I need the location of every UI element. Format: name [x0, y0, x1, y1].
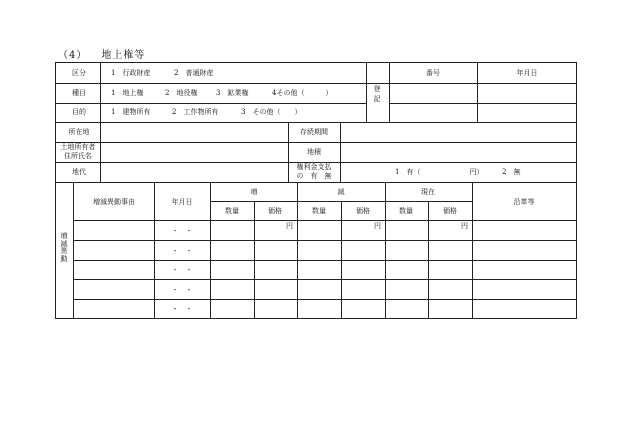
owner-label-line1: 土地所有者: [60, 143, 96, 151]
rent-label: 地代: [72, 168, 86, 176]
registration-date-label: 年月日: [516, 69, 538, 77]
change-row-date: ・ ・: [171, 247, 193, 255]
area-label: 地積: [307, 148, 321, 156]
change-date-header: 年月日: [171, 198, 193, 206]
period-label: 存続期間: [300, 128, 328, 136]
change-side-char: 増: [60, 232, 68, 240]
change-row-date: ・ ・: [171, 227, 193, 235]
rule-row6: [55, 182, 577, 183]
current-yen-unit: 円: [461, 222, 468, 230]
rule-row2: [55, 103, 366, 104]
rule-reg-right: [389, 62, 390, 122]
type-option-easement: 2 地役権: [165, 89, 198, 97]
current-price-header: 価格: [443, 207, 457, 215]
section-heading: 地上権等: [101, 50, 146, 61]
type-option-other: 4その他（ ）: [272, 89, 333, 97]
rule-mid-label-left: [288, 122, 289, 182]
rule-date-col: [477, 62, 478, 122]
change-side-char: 減: [60, 239, 68, 248]
rule-side: [73, 182, 74, 319]
change-row-date: ・ ・: [171, 266, 193, 274]
rule-label-col: [100, 62, 101, 122]
history-header: 沿革等: [513, 198, 535, 206]
increase-yen-unit: 円: [286, 222, 293, 230]
increase-header: 増: [250, 188, 258, 196]
rule-dec-mid: [341, 201, 342, 319]
registration-label-top: 登: [373, 85, 381, 93]
rule-row1: [55, 83, 577, 84]
decrease-quantity-header: 数量: [312, 207, 326, 215]
rule-row3: [55, 122, 577, 123]
change-reason-header: 増減異動事由: [93, 198, 135, 206]
rule-cur-mid: [428, 201, 429, 319]
purpose-option-building: 1 建物所有: [111, 108, 151, 116]
change-row-date: ・ ・: [171, 286, 193, 294]
increase-price-header: 価格: [268, 207, 282, 215]
rule-grid3: [73, 260, 577, 261]
decrease-yen-unit: 円: [374, 222, 381, 230]
registration-number-label: 番号: [426, 69, 440, 77]
rule-inc-end: [297, 182, 298, 319]
change-row-date: ・ ・: [171, 305, 193, 313]
category-option-administrative: 1 行政財産: [111, 69, 151, 77]
type-option-mining: 3 鉱業権: [216, 89, 249, 97]
type-option-superficies: 1 地上権: [111, 89, 144, 97]
premium-option-yes: 1 有（ 円）: [395, 168, 484, 176]
rule-owner-col: [100, 122, 101, 182]
purpose-option-other: 3 その他（ ）: [241, 108, 302, 116]
ledger-form: [55, 62, 577, 319]
change-side-label: [60, 233, 68, 264]
current-header: 現在: [421, 188, 435, 196]
premium-label-line1: 権利金支払: [296, 163, 332, 171]
rule-cur-end: [472, 182, 473, 319]
location-label: 所在地: [68, 128, 90, 136]
premium-option-no: 2 無: [502, 168, 521, 176]
section-number: （4）: [58, 50, 88, 61]
owner-label-line2: 住所氏名: [64, 152, 92, 160]
increase-quantity-header: 数量: [225, 207, 239, 215]
rule-inc-mid: [254, 201, 255, 319]
rule-grid1: [73, 220, 577, 221]
rule-grid4: [73, 279, 577, 280]
decrease-price-header: 価格: [356, 207, 370, 215]
category-label: 区分: [72, 69, 86, 77]
section-title: [58, 46, 145, 61]
change-side-char: 異: [60, 247, 68, 256]
current-quantity-header: 数量: [399, 207, 413, 215]
type-label: 種目: [72, 89, 86, 97]
premium-label-line2: の 有 無: [296, 172, 332, 180]
rule-grid2: [73, 240, 577, 241]
rule-mid-label-right: [340, 122, 341, 182]
decrease-header: 減: [337, 188, 345, 196]
rule-date: [210, 182, 211, 319]
rule-grid5: [73, 299, 577, 300]
rule-dec-end: [385, 182, 386, 319]
rule-reason: [154, 182, 155, 319]
change-side-char: 動: [60, 255, 68, 264]
rule-reg-left: [366, 62, 367, 122]
rule-row2-right: [389, 103, 577, 104]
rule-row4: [55, 142, 577, 143]
purpose-option-structure: 2 工作物所有: [172, 108, 219, 116]
category-option-general: 2 普通財産: [174, 69, 214, 77]
purpose-label: 目的: [72, 108, 86, 116]
registration-label-bottom: 記: [373, 95, 381, 103]
